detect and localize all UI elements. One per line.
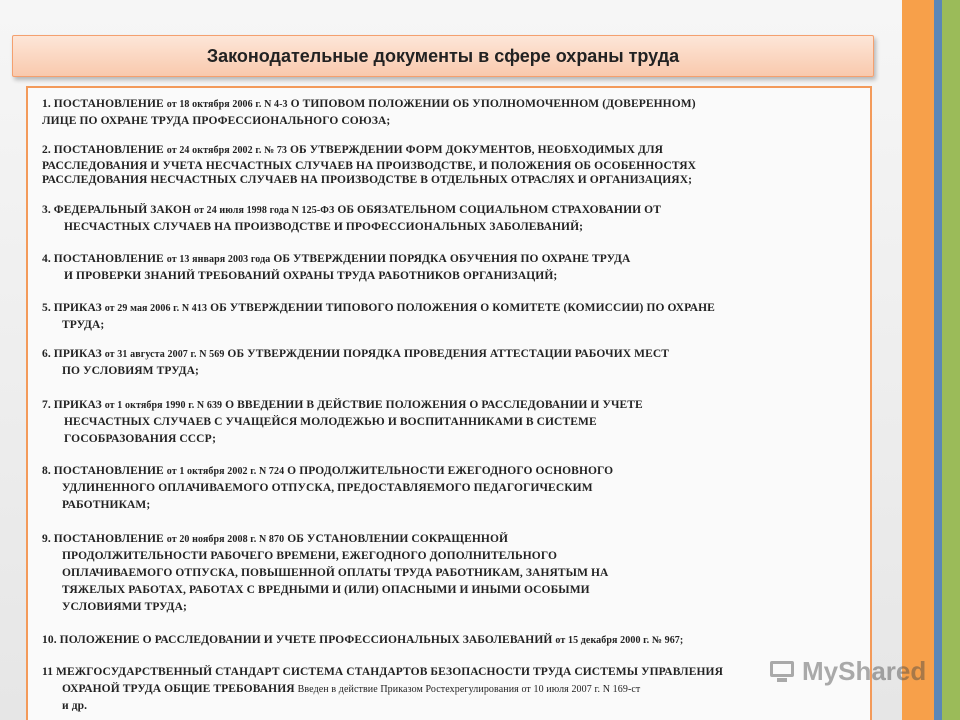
list-item-line: 5. ПРИКАЗ от 29 мая 2006 г. N 413 ОБ УТВЕРЖДЕНИИ ТИПОВОГО ПОЛОЖЕНИЯ О КОМИТЕТЕ (КОМИССИИ) ПО ОХРАНЕ — [42, 302, 715, 314]
right-accent-stripe-orange — [902, 0, 934, 720]
list-item-line: 9. ПОСТАНОВЛЕНИЕ от 20 ноября 2008 г. N 870 ОБ УСТАНОВЛЕНИИ СОКРАЩЕННОЙ — [42, 533, 509, 545]
watermark-text: MyShared — [802, 656, 927, 686]
list-item — [42, 397, 857, 448]
list-item — [42, 300, 857, 334]
list-item-line: ПО УСЛОВИЯМ ТРУДА; — [62, 365, 199, 377]
document-list — [26, 86, 872, 720]
list-item-line: РАССЛЕДОВАНИЯ И УЧЕТА НЕСЧАСТНЫХ СЛУЧАЕВ НА ПРОИЗВОДСТВЕ, И ПОЛОЖЕНИЯ ОБ ОСОБЕННОСТЯХ — [42, 160, 696, 172]
list-item-line: 10. ПОЛОЖЕНИЕ О РАССЛЕДОВАНИИ И УЧЕТЕ ПРОФЕССИОНАЛЬНЫХ ЗАБОЛЕВАНИЙ от 15 декабря 2000 г. № 967; — [42, 634, 684, 646]
list-item-line: РАБОТНИКАМ; — [62, 499, 151, 511]
list-item — [42, 251, 857, 285]
list-item — [42, 142, 857, 187]
list-item-line: 1. ПОСТАНОВЛЕНИЕ от 18 октября 2006 г. N 4-3 О ТИПОВОМ ПОЛОЖЕНИИ ОБ УПОЛНОМОЧЕННОМ (ДОВЕРЕННОМ) — [42, 98, 696, 110]
list-item-line: 7. ПРИКАЗ от 1 октября 1990 г. N 639 О ВВЕДЕНИИ В ДЕЙСТВИЕ ПОЛОЖЕНИЯ О РАССЛЕДОВАНИИ И УЧЕТЕ — [42, 399, 643, 411]
list-item-line: ТЯЖЕЛЫХ РАБОТАХ, РАБОТАХ С ВРЕДНЫМИ И (ИЛИ) ОПАСНЫМИ И ИНЫМИ ОСОБЫМИ — [62, 584, 590, 596]
list-item — [42, 346, 857, 380]
list-item-line: 3. ФЕДЕРАЛЬНЫЙ ЗАКОН от 24 июля 1998 года N 125-ФЗ ОБ ОБЯЗАТЕЛЬНОМ СОЦИАЛЬНОМ СТРАХОВАНИИ ОТ — [42, 204, 661, 216]
list-item-line: ГОСОБРАЗОВАНИЯ СССР; — [64, 433, 217, 445]
watermark — [768, 656, 926, 687]
list-item-line: 4. ПОСТАНОВЛЕНИЕ от 13 января 2003 года ОБ УТВЕРЖДЕНИИ ПОРЯДКА ОБУЧЕНИЯ ПО ОХРАНЕ ТРУДА — [42, 253, 631, 265]
list-item — [42, 531, 857, 616]
list-item-line: НЕСЧАСТНЫХ СЛУЧАЕВ НА ПРОИЗВОДСТВЕ И ПРОФЕССИОНАЛЬНЫХ ЗАБОЛЕВАНИЙ; — [64, 221, 584, 233]
list-item — [42, 632, 857, 649]
list-item-line: РАССЛЕДОВАНИЯ НЕСЧАСТНЫХ СЛУЧАЕВ НА ПРОИЗВОДСТВЕ В ОТДЕЛЬНЫХ ОТРАСЛЯХ И ОРГАНИЗАЦИЯХ; — [42, 174, 693, 186]
list-item-line: УСЛОВИЯМИ ТРУДА; — [62, 601, 187, 613]
list-item-line: 6. ПРИКАЗ от 31 августа 2007 г. N 569 ОБ УТВЕРЖДЕНИИ ПОРЯДКА ПРОВЕДЕНИЯ АТТЕСТАЦИИ РАБОЧИХ МЕСТ — [42, 348, 670, 360]
list-item-line: ОХРАНОЙ ТРУДА ОБЩИЕ ТРЕБОВАНИЯ Введен в действие Приказом Ростехрегулирования от 10 июля 2007 г. N 169-ст — [62, 683, 641, 695]
list-item-line: И ПРОВЕРКИ ЗНАНИЙ ТРЕБОВАНИЙ ОХРАНЫ ТРУДА РАБОТНИКОВ ОРГАНИЗАЦИЙ; — [64, 270, 558, 282]
list-item — [42, 96, 857, 130]
list-item-line: и др. — [62, 700, 88, 712]
list-item-line: 2. ПОСТАНОВЛЕНИЕ от 24 октября 2002 г. № 73 ОБ УТВЕРЖДЕНИИ ФОРМ ДОКУМЕНТОВ, НЕОБХОДИМЫХ ДЛЯ — [42, 144, 664, 156]
monitor-icon — [768, 659, 798, 685]
list-item-line: ОПЛАЧИВАЕМОГО ОТПУСКА, ПОВЫШЕННОЙ ОПЛАТЫ ТРУДА РАБОТНИКАМ, ЗАНЯТЫМ НА — [62, 567, 609, 579]
list-item-line: НЕСЧАСТНЫХ СЛУЧАЕВ С УЧАЩЕЙСЯ МОЛОДЕЖЬЮ И ВОСПИТАННИКАМИ В СИСТЕМЕ — [64, 416, 597, 428]
list-item-line: УДЛИНЕННОГО ОПЛАЧИВАЕМОГО ОТПУСКА, ПРЕДОСТАВЛЯЕМОГО ПЕДАГОГИЧЕСКИМ — [62, 482, 593, 494]
right-accent-stripe-blue — [934, 0, 942, 720]
list-item — [42, 463, 857, 514]
list-item-line: ТРУДА; — [62, 319, 105, 331]
right-accent-stripe-green — [942, 0, 960, 720]
list-item — [42, 202, 857, 236]
list-item-line: 11 МЕЖГОСУДАРСТВЕННЫЙ СТАНДАРТ СИСТЕМА СТАНДАРТОВ БЕЗОПАСНОСТИ ТРУДА СИСТЕМЫ УПРАВЛЕНИЯ — [42, 666, 723, 678]
list-item-line: ЛИЦЕ ПО ОХРАНЕ ТРУДА ПРОФЕССИОНАЛЬНОГО СОЮЗА; — [42, 115, 391, 127]
list-item — [42, 664, 857, 715]
slide-title: Законодательные документы в сфере охраны труда — [12, 35, 874, 77]
list-item-line: 8. ПОСТАНОВЛЕНИЕ от 1 октября 2002 г. N 724 О ПРОДОЛЖИТЕЛЬНОСТИ ЕЖЕГОДНОГО ОСНОВНОГО — [42, 465, 614, 477]
list-item-line: ПРОДОЛЖИТЕЛЬНОСТИ РАБОЧЕГО ВРЕМЕНИ, ЕЖЕГОДНОГО ДОПОЛНИТЕЛЬНОГО — [62, 550, 557, 562]
